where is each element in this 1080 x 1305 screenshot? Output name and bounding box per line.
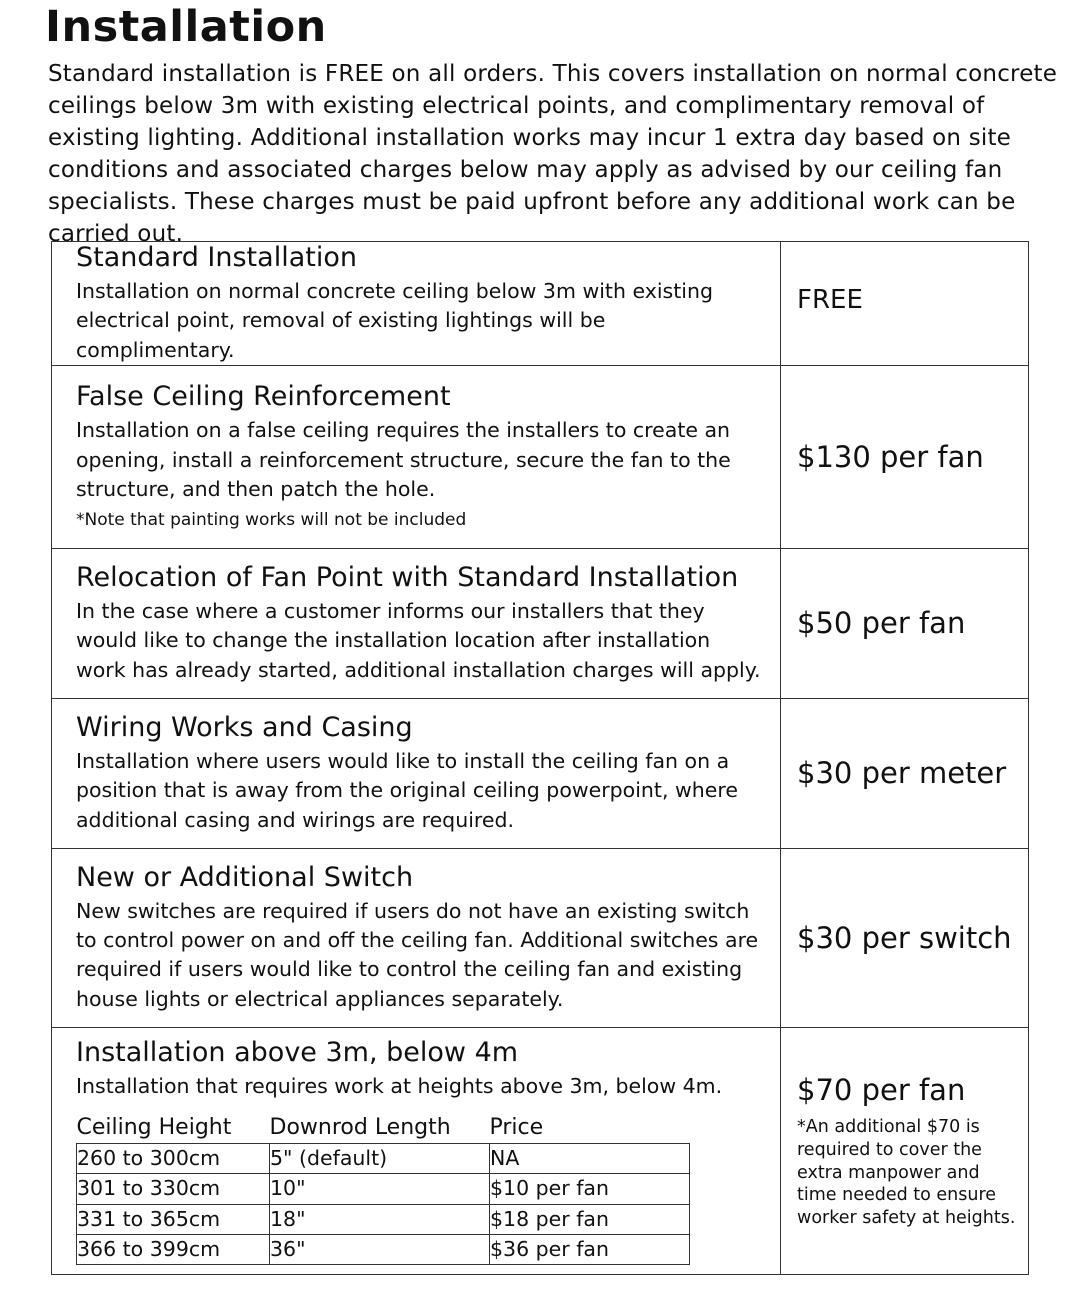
service-title: False Ceiling Reinforcement [76,381,451,413]
height-price-value: $10 per fan [490,1174,690,1204]
page-title: Installation [45,2,327,52]
service-description: In the case where a customer informs our installers that they would like to change the installation location after installation work has already started, additional installation charges will apply. [76,598,761,682]
service-title: Relocation of Fan Point with Standard Installation [76,561,739,593]
service-note: *Note that painting works will not be included [76,510,467,531]
table-row [52,1027,1029,1274]
service-title: Installation above 3m, below 4m [76,1036,519,1068]
height-price-value: $18 per fan [490,1204,690,1234]
height-table-row [77,1204,690,1234]
service-title: Wiring Works and Casing [76,711,413,743]
service-description: Installation where users would like to install the ceiling fan on a position that is away from the original ceiling powerpoint, where additional casing and wirings are required. [76,748,738,832]
height-table-header-row [77,1113,690,1144]
service-description-cell [52,698,781,848]
height-table-row [77,1174,690,1204]
height-price-value: $36 per fan [490,1234,690,1264]
service-description: Installation on normal concrete ceiling below 3m with existing electrical point, removal of existing lightings will be complimentary. [76,279,713,362]
service-description: Installation on a false ceiling requires the installers to create an opening, install a reinforcement structure, secure the fan to the structure, and then patch the hole. [76,418,731,502]
service-description: New switches are required if users do not have an existing switch to control power on and off the ceiling fan. Additional switches are required if users would like to control the ceiling fan and existing house lights or electrical appliances separately. [76,898,759,1011]
ceiling-height-value: 366 to 399cm [77,1234,270,1264]
service-price: $30 per switch [797,920,1012,955]
price-cell [781,548,1029,698]
height-table-row [77,1234,690,1264]
table-row [52,698,1029,848]
table-row [52,848,1029,1027]
service-description-cell [52,1027,781,1274]
ceiling-height-value: 260 to 300cm [77,1144,270,1174]
downrod-length-value: 36" [270,1234,490,1264]
service-description-cell [52,848,781,1027]
service-price: $30 per meter [797,756,1007,791]
service-description-cell [52,365,781,548]
service-description-cell [52,548,781,698]
price-cell [781,848,1029,1027]
pricing-table [51,241,1029,1275]
column-header-price: Price [489,1114,544,1140]
ceiling-height-value: 331 to 365cm [77,1204,270,1234]
table-row [52,548,1029,698]
service-price: $50 per fan [797,606,966,641]
column-header-downrod-length: Downrod Length [269,1114,451,1140]
downrod-length-value: 5" (default) [270,1144,490,1174]
price-cell [781,365,1029,548]
price-cell [781,1027,1029,1274]
table-row [52,242,1029,366]
price-cell [781,698,1029,848]
ceiling-height-table [76,1113,690,1265]
service-description: Installation that requires work at heights above 3m, below 4m. [76,1073,723,1098]
downrod-length-value: 10" [270,1174,490,1204]
downrod-length-value: 18" [270,1204,490,1234]
service-price: FREE [797,285,863,316]
service-title: Standard Installation [76,242,357,273]
column-header-ceiling-height: Ceiling Height [76,1114,232,1140]
service-description-cell [52,242,781,366]
service-price: $70 per fan [797,1073,966,1108]
height-table-row [77,1144,690,1174]
intro-paragraph: Standard installation is FREE on all orders. This covers installation on normal concrete ceilings below 3m with existing electrical points, and complimentary removal of existing lighting. Additional installation works may incur 1 extra day based on site conditions and associated charges below may apply as advised by our ceiling fan specialists. These charges must be paid upfront before any additional work can be carried out. [48,61,1058,247]
ceiling-height-value: 301 to 330cm [77,1174,270,1204]
height-price-value: NA [490,1144,690,1174]
service-title: New or Additional Switch [76,861,414,893]
service-price: $130 per fan [797,439,984,474]
table-row [52,365,1029,548]
price-note: *An additional $70 is required to cover the extra manpower and time needed to ensure worker safety at heights. [797,1117,1016,1228]
price-cell [781,242,1029,366]
